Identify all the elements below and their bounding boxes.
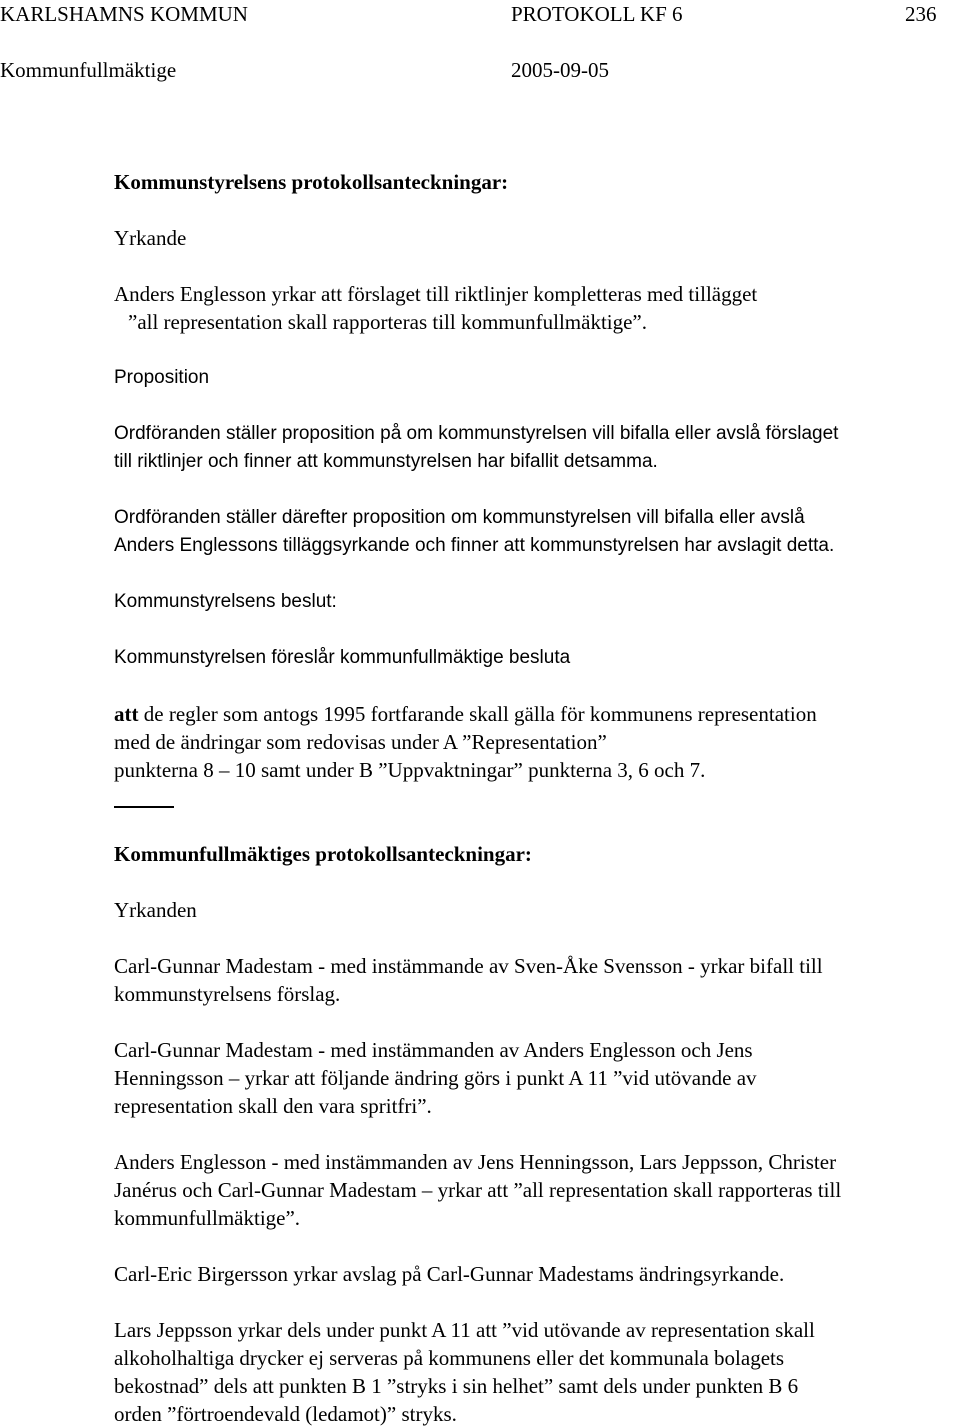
text-line: alkoholhaltiga drycker ej serveras på kommunens eller det kommunala bolagets [114,1346,785,1370]
text-line: ”all representation skall rapporteras till kommunfullmäktige”. [128,310,648,334]
att-clause: de regler som antogs 1995 fortfarande skall gälla för kommunens representation [138,702,817,726]
text-line: representation skall den vara spritfri”. [114,1094,432,1118]
text-line [114,700,960,728]
yrkanden-paragraph-2 [114,1036,960,1120]
text-line: punkterna 8 – 10 samt under B ”Uppvaktningar” punkterna 3, 6 och 7. [114,758,706,782]
kf-heading: Kommunfullmäktiges protokollsanteckningar: [114,842,532,866]
text-line: Henningsson – yrkar att följande ändring görs i punkt A 11 ”vid utövande av [114,1066,757,1090]
yrkanden-paragraph-1 [114,952,960,1008]
proposition-paragraph-1 [114,420,960,476]
text-line: Lars Jeppsson yrkar dels under punkt A 11 att ”vid utövande av representation skall [114,1318,815,1342]
text-line: Anders Englesson yrkar att förslaget till riktlinjer kompletteras med tillägget [114,282,758,306]
text-line: orden ”förtroendevald (ledamot)” stryks. [114,1402,457,1426]
proposition-heading: Proposition [114,367,210,388]
text-line: Anders Englessons tilläggsyrkande och finner att kommunstyrelsen har avslagit detta. [114,535,835,556]
yrkanden-heading: Yrkanden [114,898,197,922]
text-line: Anders Englesson - med instämmanden av Jens Henningsson, Lars Jeppsson, Christer [114,1150,837,1174]
header-date: 2005-09-05 [511,58,609,82]
header-body: Kommunfullmäktige [0,58,177,82]
text-line: Ordföranden ställer därefter proposition om kommunstyrelsen vill bifalla eller avslå [114,507,805,528]
text-line: Carl-Gunnar Madestam - med instämmanden av Anders Englesson och Jens [114,1038,753,1062]
beslut-heading: Kommunstyrelsens beslut: [114,591,337,612]
separator-line [114,806,174,808]
text-line: kommunstyrelsens förslag. [114,982,341,1006]
ks-heading: Kommunstyrelsens protokollsanteckningar: [114,170,509,194]
beslut-text [114,700,960,784]
text-line: till riktlinjer och finner att kommunstyrelsen har bifallit detsamma. [114,451,658,472]
yrkanden-paragraph-4 [114,1260,960,1288]
att-keyword: att [114,702,139,726]
yrkanden-paragraph-3 [114,1148,960,1232]
text-line: Ordföranden ställer proposition på om kommunstyrelsen vill bifalla eller avslå förslaget [114,423,839,444]
header-org: KARLSHAMNS KOMMUN [0,2,248,26]
header-page-number: 236 [905,2,937,26]
yrkande-heading: Yrkande [114,226,187,250]
text-line: Janérus och Carl-Gunnar Madestam – yrkar att ”all representation skall rapporteras till [114,1178,842,1202]
beslut-intro: Kommunstyrelsen föreslår kommunfullmäktige besluta [114,647,571,668]
yrkande-text [114,280,960,336]
text-line: kommunfullmäktige”. [114,1206,301,1230]
text-line: Carl-Gunnar Madestam - med instämmande av Sven-Åke Svensson - yrkar bifall till [114,954,823,978]
yrkanden-paragraph-5 [114,1316,960,1428]
text-line: Carl-Eric Birgersson yrkar avslag på Carl-Gunnar Madestams ändringsyrkande. [114,1262,785,1286]
proposition-paragraph-2 [114,504,960,560]
text-line: med de ändringar som redovisas under A ”Representation” [114,730,607,754]
text-line: bekostnad” dels att punkten B 1 ”stryks i sin helhet” samt dels under punkten B 6 [114,1374,799,1398]
header-doc-title: PROTOKOLL KF 6 [511,2,683,26]
